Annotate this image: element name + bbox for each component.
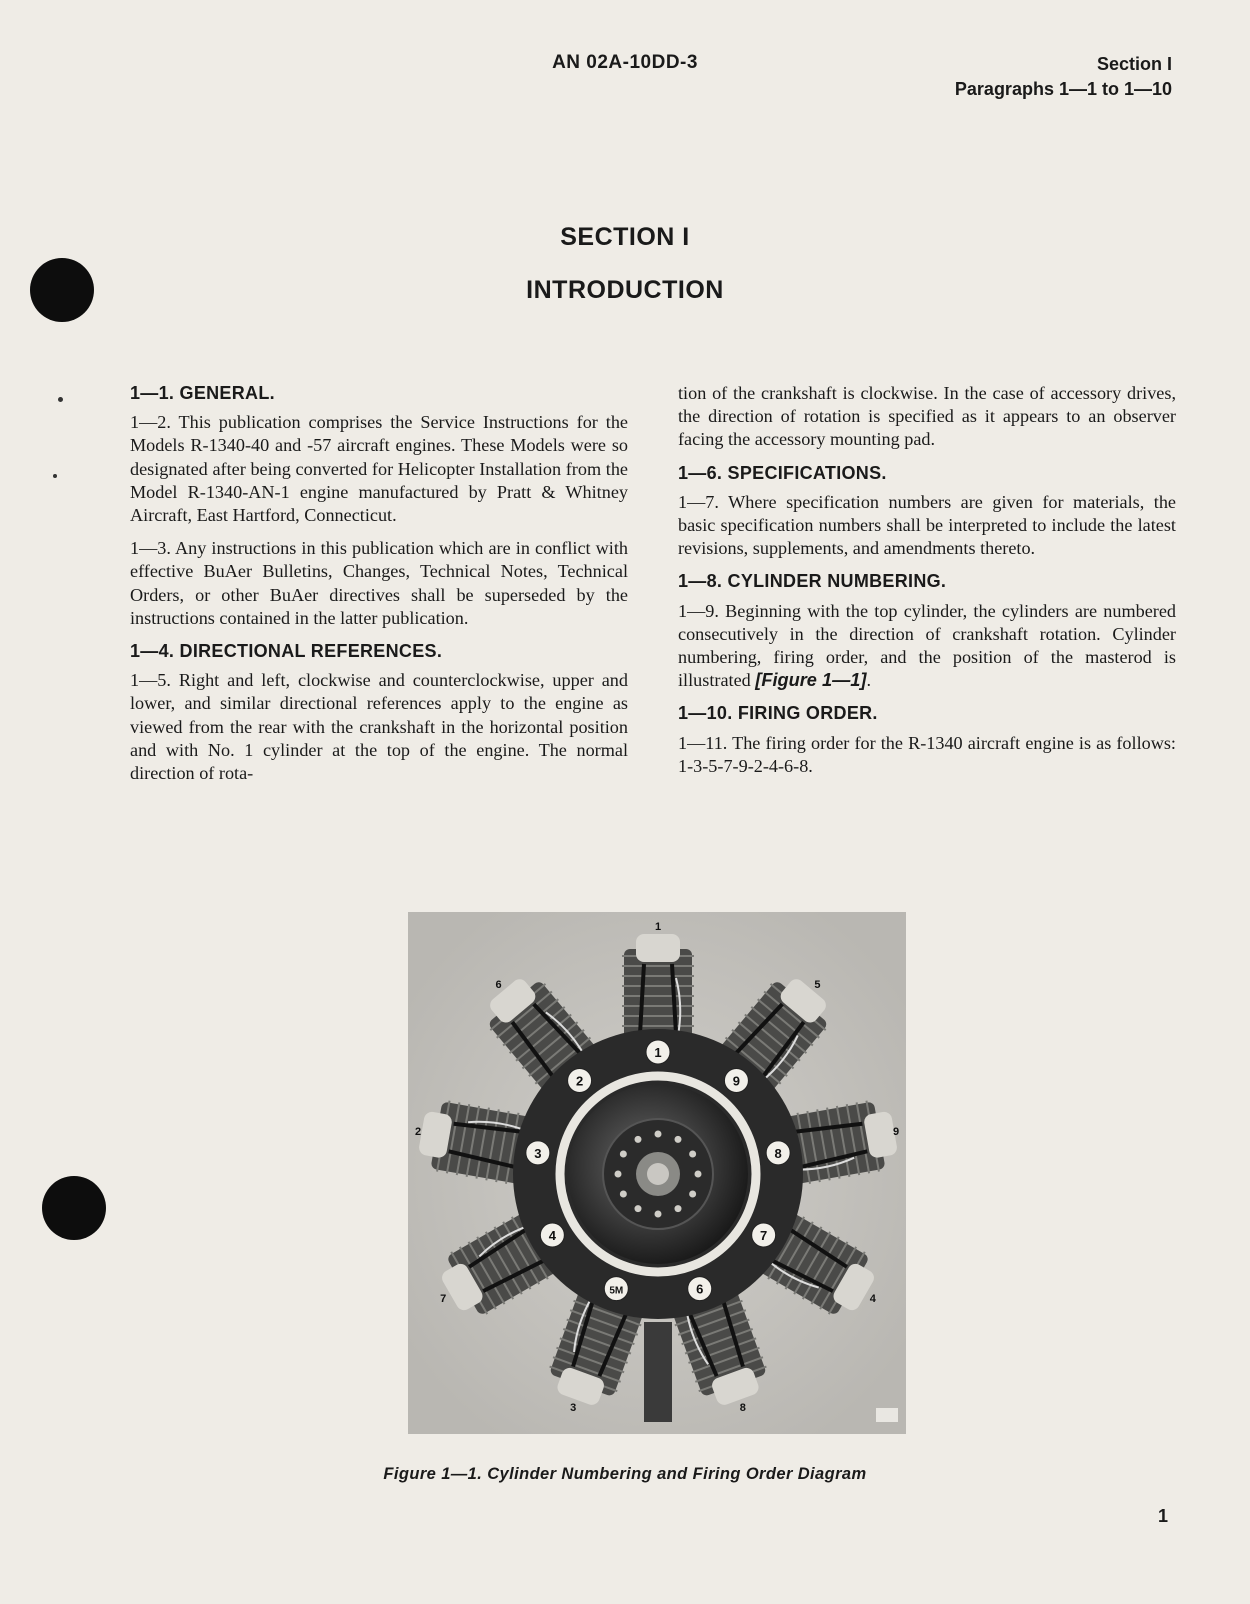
engine-photo	[408, 912, 906, 1434]
heading-general: 1—1. GENERAL.	[130, 383, 275, 403]
paragraph-1-5: 1—5. Right and left, clockwise and counterclockwise, upper and lower, and similar directional references apply to the engine as viewed from the rear with the crankshaft in the horizontal position and with No. 1 cylinder at the top of the engine. The normal direction of rota-	[130, 670, 628, 784]
firing-order-label: 9	[892, 1125, 900, 1138]
bolt	[635, 1136, 642, 1143]
heading-specifications: 1—6. SPECIFICATIONS.	[678, 462, 887, 483]
bolt	[620, 1151, 627, 1158]
heading-cylinder-numbering: 1—8. CYLINDER NUMBERING.	[678, 571, 947, 592]
paragraph-1-2: 1—2. This publication comprises the Service Instructions for the Models R-1340-40 and -57 aircraft engines. These Models were so designated after being converted for Helicopter Installation from the Model R-1340-AN-1 engine manufactured by Pratt & Whitney Aircraft, East Hartford, Connecticut.	[130, 412, 628, 526]
firing-order-label: 2	[414, 1125, 422, 1138]
section-title: INTRODUCTION	[526, 276, 724, 304]
firing-order-label: 6	[495, 979, 502, 992]
cylinder-number-label: 1	[654, 1045, 662, 1060]
corner-mark	[876, 1408, 898, 1422]
oil-sump	[644, 1322, 672, 1422]
cylinder-number-label: 8	[774, 1145, 782, 1161]
firing-order-label: 7	[440, 1293, 447, 1305]
cylinder-number-label: 9	[732, 1073, 741, 1089]
cylinder-number-label: 5M	[609, 1285, 624, 1297]
bolt	[655, 1211, 662, 1218]
crankshaft-nut	[647, 1163, 669, 1185]
header-section: Section I	[1096, 54, 1172, 74]
section-heading: SECTION I	[560, 223, 690, 251]
binder-hole-bottom	[42, 1176, 106, 1240]
bolt	[615, 1171, 622, 1178]
firing-order-label: 8	[739, 1402, 746, 1415]
firing-order-label: 3	[570, 1402, 577, 1415]
engine-illustration	[408, 912, 906, 1434]
bolt	[689, 1191, 696, 1198]
bolt	[689, 1151, 696, 1158]
heading-firing-order: 1—10. FIRING ORDER.	[678, 703, 878, 724]
paragraph-1-3: 1—3. Any instructions in this publication which are in conflict with effective BuAer Bulletins, Changes, Technical Notes, Technical Orders, or other BuAer directives shall be superseded by the instructions contained in the latter publication.	[130, 538, 628, 628]
bolt	[655, 1131, 662, 1138]
paragraph-1-9-text: 1—9. Beginning with the top cylinder, the cylinders are numbered consecutively in the direction of crankshaft rotation. Cylinder numbering, firing order, and the position of the masterod is illustrated	[678, 600, 1176, 691]
bolt	[695, 1171, 702, 1178]
speck	[58, 397, 63, 402]
firing-order-label: 4	[869, 1293, 876, 1305]
bolt	[675, 1136, 682, 1143]
document-number: AN 02A-10DD-3	[552, 52, 698, 73]
paragraph-1-7: 1—7. Where specification numbers are given for materials, the basic specification numbers shall be interpreted to include the latest revisions, supplements, and amendments thereto.	[678, 491, 1176, 559]
cylinder-number-label: 2	[575, 1073, 584, 1089]
cylinder-number-label: 3	[534, 1145, 542, 1161]
figure-caption: Figure 1—1. Cylinder Numbering and Firing Order Diagram	[383, 1465, 867, 1483]
page-number: 1	[1157, 1506, 1168, 1526]
left-column	[130, 382, 628, 795]
running-header	[955, 52, 1172, 102]
bolt	[635, 1205, 642, 1212]
bolt	[675, 1205, 682, 1212]
paragraph-1-9-end: .	[866, 670, 871, 691]
figure-reference: [Figure 1—1]	[755, 670, 867, 691]
firing-order-label: 5	[814, 979, 821, 992]
cylinder-number-label: 4	[548, 1228, 556, 1243]
header-paragraphs: Paragraphs 1—1 to 1—10	[954, 79, 1172, 99]
firing-order-label: 1	[654, 921, 662, 933]
heading-directional-references: 1—4. DIRECTIONAL REFERENCES.	[130, 641, 443, 662]
cylinder-number-label: 6	[696, 1281, 704, 1297]
cylinder-number-label: 7	[760, 1228, 768, 1243]
paragraph-1-11: 1—11. The firing order for the R-1340 aircraft engine is as follows: 1-3-5-7-9-2-4-6-8.	[678, 732, 1176, 776]
right-column	[678, 382, 1176, 788]
speck	[53, 474, 57, 478]
paragraph-1-9	[678, 600, 1176, 693]
bolt	[620, 1191, 627, 1198]
paragraph-1-5-continued: tion of the crankshaft is clockwise. In the case of accessory drives, the direction of rotation is specified as it appears to an observer facing the accessory mounting pad.	[678, 383, 1176, 450]
